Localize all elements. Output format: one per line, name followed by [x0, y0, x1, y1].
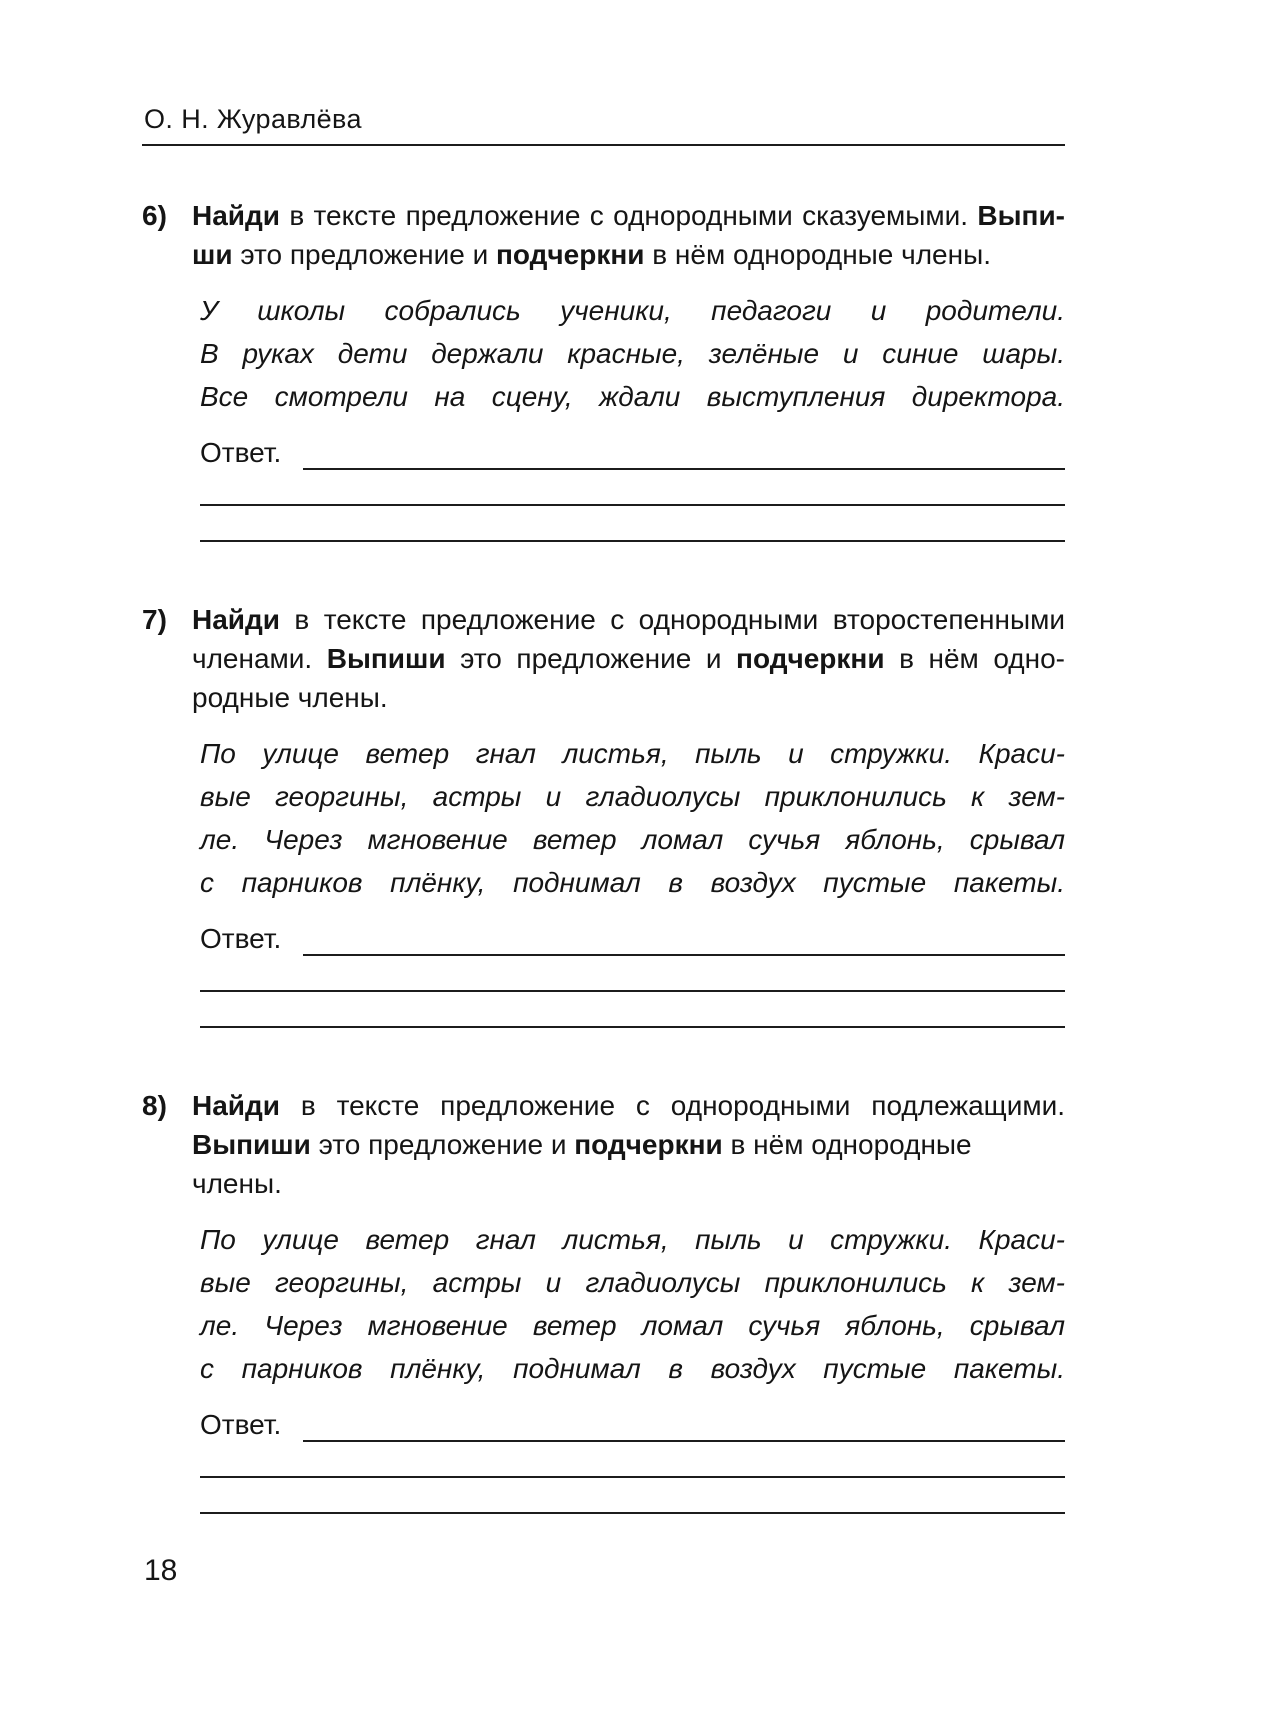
- prompt-text: в нём одно-: [884, 643, 1065, 674]
- passage-line: У школы собрались ученики, педагоги и родители.: [200, 295, 1065, 326]
- prompt-bold-word: Выпиши: [326, 643, 446, 674]
- exercise-7-prompt: [142, 600, 1065, 717]
- exercise-6: [142, 196, 1065, 542]
- passage-line: По улице ветер гнал листья, пыль и стружки. Краси-: [200, 738, 1065, 769]
- prompt-line: [192, 1086, 1065, 1125]
- page-header: [142, 104, 1065, 146]
- passage-line: вые георгины, астры и гладиолусы приклонились к зем-: [200, 781, 1065, 812]
- exercise-8-passage: [200, 1218, 1065, 1390]
- answer-label: Ответ.: [200, 1409, 282, 1440]
- passage-line: вые георгины, астры и гладиолусы приклонились к зем-: [200, 1267, 1065, 1298]
- prompt-bold-word: ши: [192, 239, 233, 270]
- answer-label: Ответ.: [200, 923, 282, 954]
- prompt-bold-word: подчеркни: [574, 1129, 723, 1160]
- exercise-8-number: 8): [142, 1090, 167, 1121]
- prompt-line: [192, 600, 1065, 639]
- exercise-7-number: 7): [142, 604, 167, 635]
- prompt-bold-word: подчеркни: [496, 239, 645, 270]
- prompt-text: в тексте предложение с однородными подлежащими.: [280, 1090, 1065, 1121]
- answer-write-line: [200, 992, 1065, 1028]
- prompt-text: это предложение и: [445, 643, 737, 674]
- exercise-7-passage: [200, 732, 1065, 904]
- prompt-bold-word: подчеркни: [736, 643, 885, 674]
- prompt-text: родные члены.: [192, 682, 388, 713]
- exercise-7: [142, 600, 1065, 1028]
- answer-label: Ответ.: [200, 437, 282, 468]
- answer-write-line: [200, 956, 1065, 992]
- exercise-6-number: 6): [142, 200, 167, 231]
- exercise-6-prompt: [142, 196, 1065, 274]
- answer-write-line: [303, 1412, 1065, 1442]
- passage-line: В руках дети держали красные, зелёные и синие шары.: [200, 338, 1065, 369]
- exercise-8: [142, 1086, 1065, 1514]
- exercise-7-prompt-text: [192, 600, 1065, 717]
- prompt-line: [192, 196, 1065, 235]
- prompt-text: членами.: [192, 643, 327, 674]
- prompt-bold-word: Найди: [192, 200, 280, 231]
- passage-line: По улице ветер гнал листья, пыль и стружки. Краси-: [200, 1224, 1065, 1255]
- answer-row: [200, 922, 1065, 956]
- prompt-text: это предложение и: [232, 239, 496, 270]
- prompt-bold-word: Найди: [192, 604, 280, 635]
- answer-write-line: [200, 1442, 1065, 1478]
- page-number: 18: [144, 1554, 178, 1587]
- exercise-6-prompt-text: [192, 196, 1065, 274]
- passage-line: ле. Через мгновение ветер ломал сучья яблонь, срывал: [200, 824, 1065, 855]
- answer-write-line: [303, 440, 1065, 470]
- prompt-text: в тексте предложение с однородными второстепенными: [280, 604, 1065, 635]
- passage-line: ле. Через мгновение ветер ломал сучья яблонь, срывал: [200, 1310, 1065, 1341]
- prompt-line: [192, 639, 1065, 678]
- passage-line: с парников плёнку, поднимал в воздух пустые пакеты.: [200, 1353, 1065, 1384]
- exercise-8-answer: [200, 1408, 1065, 1514]
- prompt-line: [192, 235, 1065, 274]
- prompt-bold-word: Выпиши: [192, 1129, 311, 1160]
- answer-write-line: [200, 470, 1065, 506]
- exercise-7-answer: [200, 922, 1065, 1028]
- exercise-6-answer: [200, 436, 1065, 542]
- prompt-text: в нём однородные члены.: [192, 1129, 972, 1199]
- header-rule: [142, 144, 1065, 146]
- exercise-6-passage: [200, 289, 1065, 418]
- answer-write-line: [200, 506, 1065, 542]
- prompt-line: [192, 678, 1065, 717]
- answer-row: [200, 1408, 1065, 1442]
- answer-write-line: [200, 1478, 1065, 1514]
- page-header-author: О. Н. Журавлёва: [144, 104, 362, 134]
- passage-line: Все смотрели на сцену, ждали выступления директора.: [200, 381, 1065, 412]
- prompt-bold-word: Найди: [192, 1090, 280, 1121]
- passage-line: с парников плёнку, поднимал в воздух пустые пакеты.: [200, 867, 1065, 898]
- exercise-8-prompt: [142, 1086, 1065, 1203]
- prompt-text: в нём однородные члены.: [644, 239, 991, 270]
- answer-write-line: [303, 926, 1065, 956]
- prompt-bold-word: Выпи-: [977, 200, 1065, 231]
- prompt-text: это предложение и: [310, 1129, 575, 1160]
- prompt-line: [192, 1125, 1065, 1203]
- prompt-text: в тексте предложение с однородными сказуемыми.: [280, 200, 978, 231]
- exercise-8-prompt-text: [192, 1086, 1065, 1203]
- answer-row: [200, 436, 1065, 470]
